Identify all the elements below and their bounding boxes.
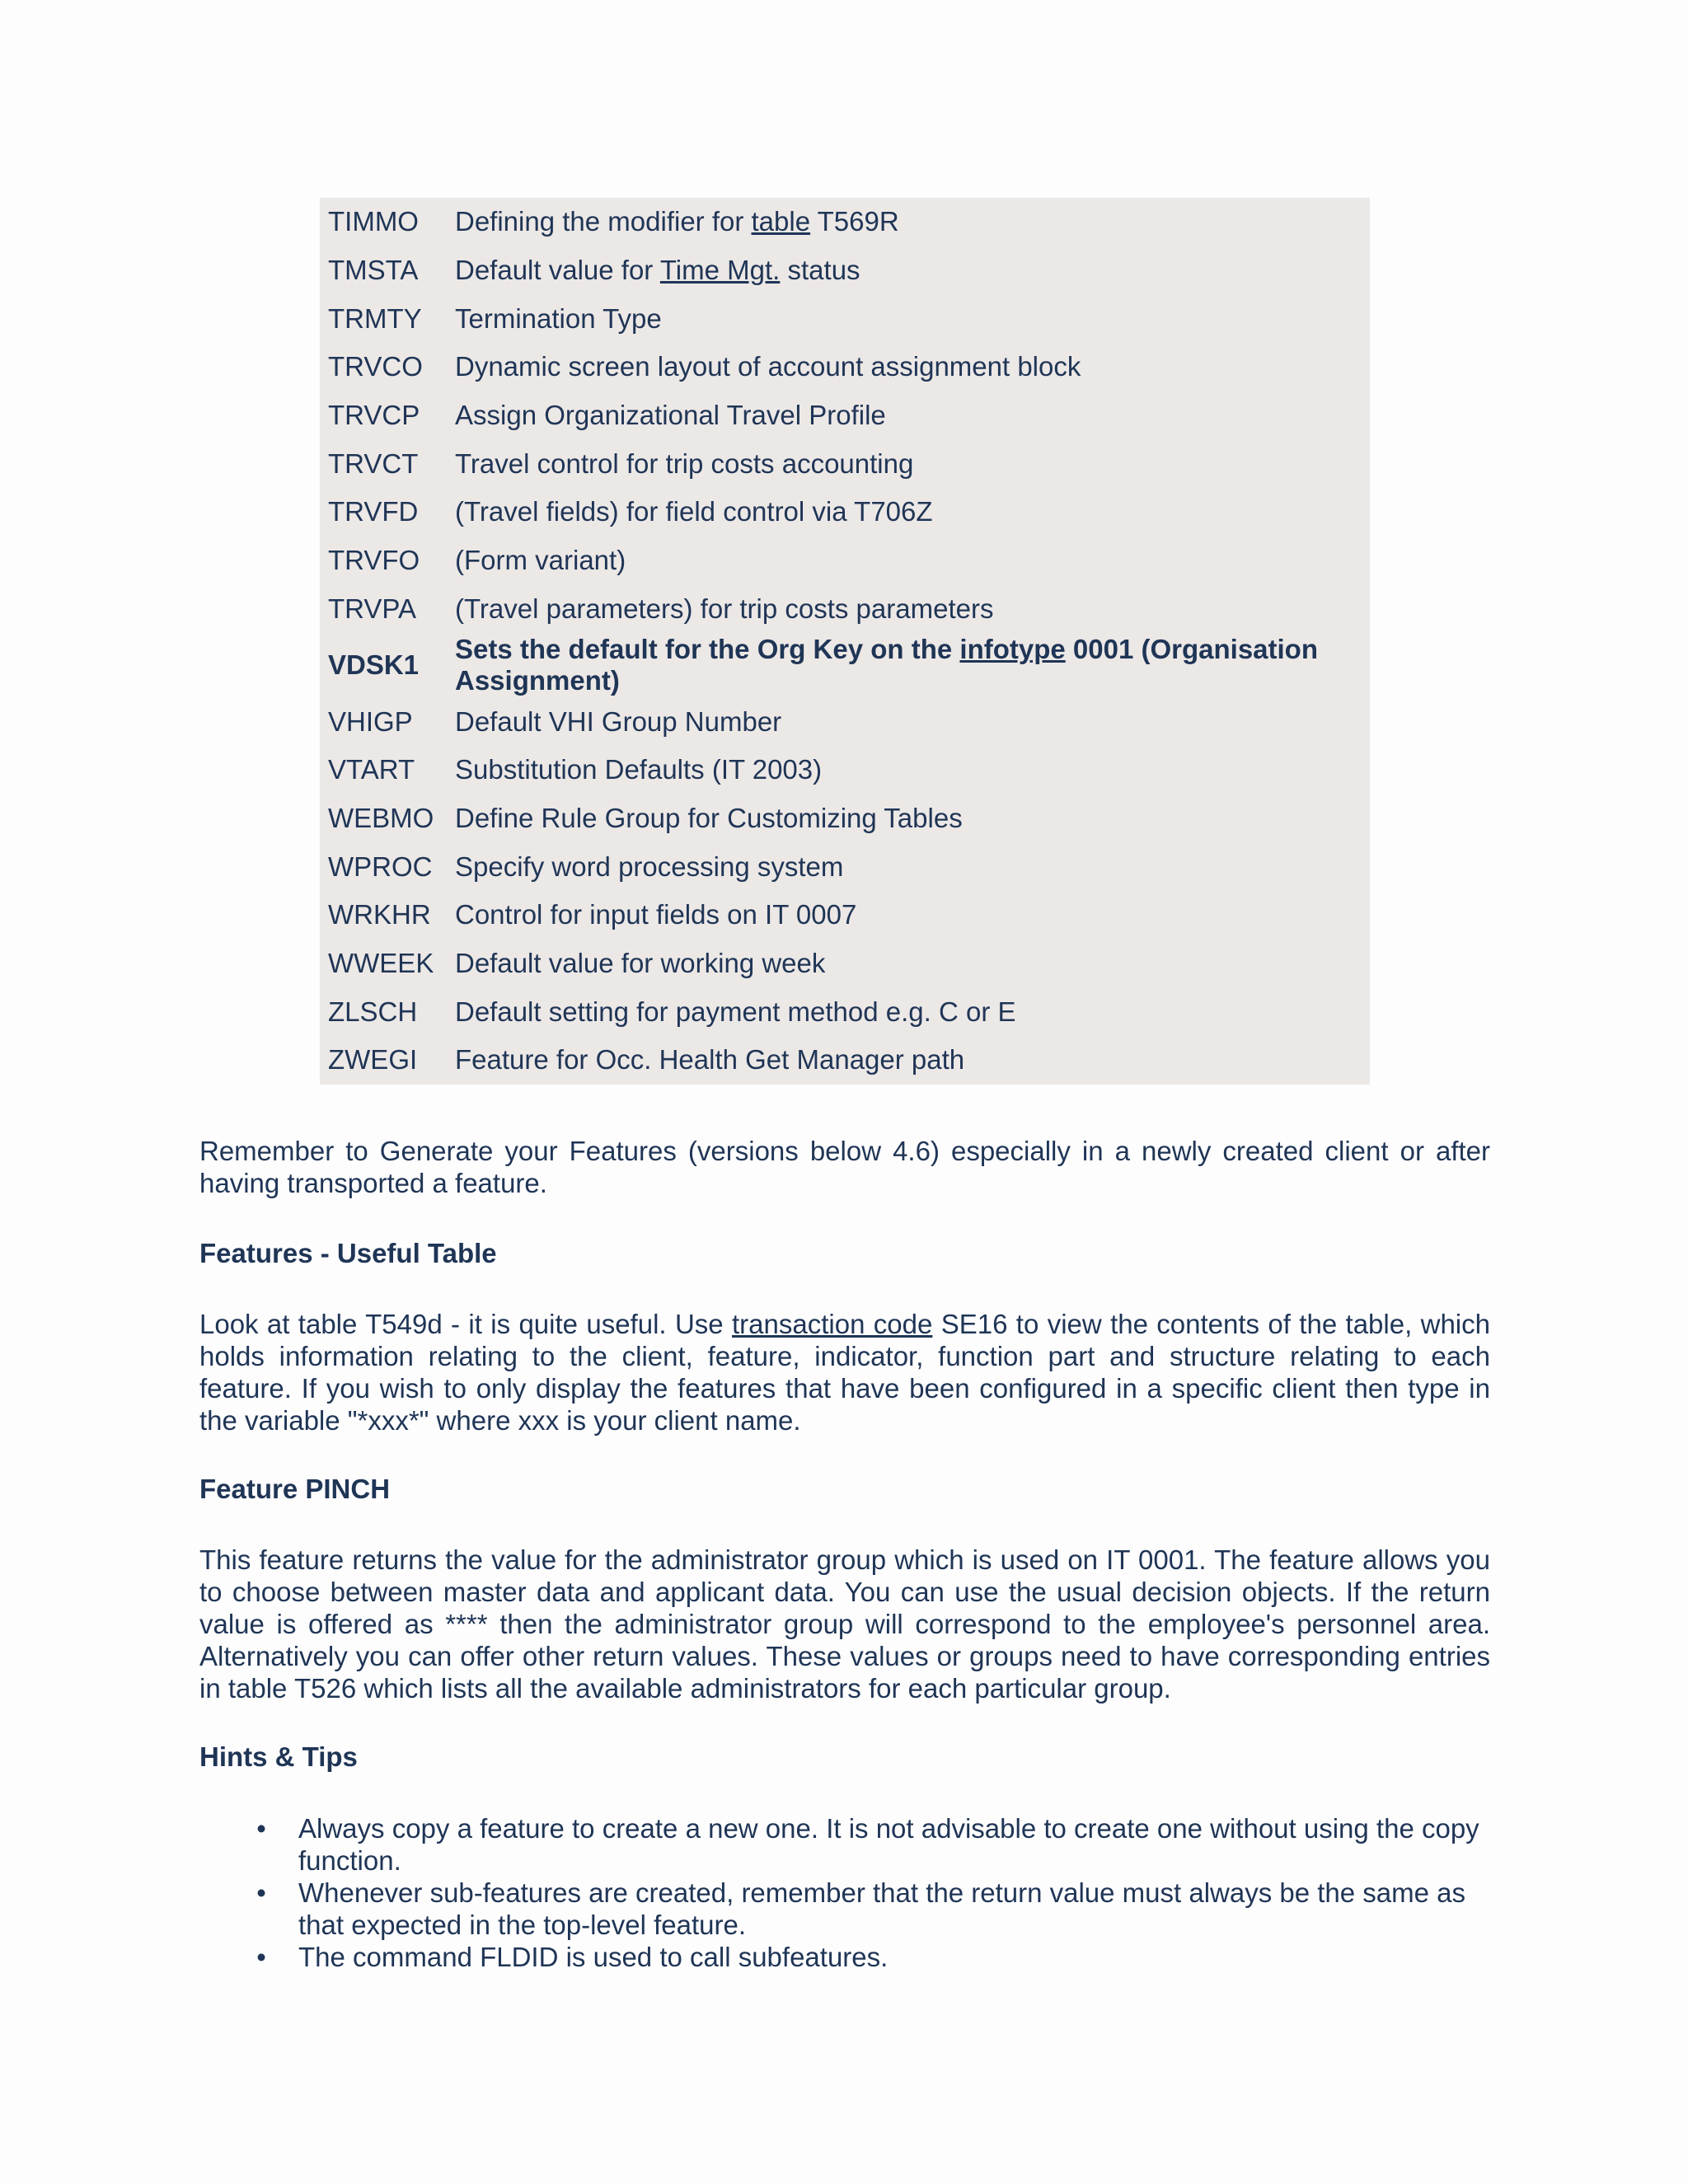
- table-row: [320, 633, 1370, 697]
- feature-description: [447, 940, 1370, 988]
- feature-description: [447, 585, 1370, 634]
- table-row: [320, 343, 1370, 391]
- feature-description: [447, 891, 1370, 940]
- feature-description: [447, 1036, 1370, 1085]
- feature-code: TMSTA: [328, 255, 419, 286]
- feature-description: [447, 488, 1370, 537]
- feature-table-body: [320, 198, 1370, 1085]
- feature-code: VDSK1: [328, 649, 420, 681]
- feature-description: [447, 294, 1370, 343]
- table-row: [320, 794, 1370, 843]
- feature-description-link[interactable]: Time Mgt.: [659, 255, 781, 286]
- feature-description-link[interactable]: infotype: [959, 634, 1066, 665]
- feature-code: WEBMO: [328, 802, 434, 833]
- feature-description: [447, 537, 1370, 585]
- feature-table: [320, 198, 1370, 1085]
- feature-description-text: Substitution Defaults (IT 2003): [455, 754, 823, 785]
- table-row: [320, 198, 1370, 246]
- transaction-code-link[interactable]: transaction code: [732, 1309, 933, 1339]
- feature-description-text: Feature for Occ. Health Get Manager path: [455, 1044, 965, 1076]
- table-row: [320, 537, 1370, 585]
- table-row: [320, 391, 1370, 440]
- useful-table-heading: Features - Useful Table: [199, 1238, 497, 1268]
- tip-text: Whenever sub-features are created, remember that the return value must always be the same as that expected in the top-level feature.: [298, 1877, 1466, 1940]
- table-row: [320, 746, 1370, 794]
- feature-code: ZLSCH: [328, 996, 418, 1027]
- bullet-icon: •: [256, 1813, 266, 1844]
- feature-code: WPROC: [328, 851, 433, 882]
- generate-reminder: Remember to Generate your Features (versions below 4.6) especially in a newly created client or after having transported a feature.: [199, 1136, 1490, 1198]
- tips-list: [199, 1812, 1490, 1973]
- table-row: [320, 987, 1370, 1036]
- feature-description: [447, 842, 1370, 891]
- feature-code: TRVFD: [328, 496, 419, 527]
- feature-description: [447, 987, 1370, 1036]
- feature-description: [447, 746, 1370, 794]
- feature-description-text: Control for input fields on IT 0007: [455, 899, 857, 930]
- feature-description-text: Default setting for payment method e.g. C or E: [455, 996, 1016, 1027]
- feature-description-link[interactable]: table: [751, 206, 811, 237]
- pinch-heading: Feature PINCH: [199, 1474, 391, 1504]
- list-item: [199, 1812, 1490, 1877]
- feature-code: TRVCT: [328, 448, 419, 479]
- feature-code: ZWEGI: [328, 1044, 418, 1076]
- feature-code: VHIGP: [328, 705, 413, 737]
- feature-description-text: Assign Organizational Travel Profile: [455, 400, 886, 431]
- feature-description-text: (Travel parameters) for trip costs parameters: [455, 593, 994, 624]
- feature-description-text: Dynamic screen layout of account assignment block: [455, 351, 1081, 382]
- table-row: [320, 294, 1370, 343]
- tips-heading: Hints & Tips: [199, 1741, 358, 1772]
- table-row: [320, 1036, 1370, 1085]
- feature-description: [447, 697, 1370, 746]
- tip-text: The command FLDID is used to call subfeatures.: [298, 1942, 889, 1972]
- pinch-paragraph: This feature returns the value for the administrator group which is used on IT 0001. The feature allows you to choose between master data and applicant data. You can use the usual decision objects. If the return value is offered as **** then the administrator group will correspond to the employee's personnel area. Alternatively you can offer other return values. These values or groups need to have corresponding entries in table T526 which lists all the available administrators for each particular group.: [199, 1544, 1490, 1704]
- list-item: [199, 1877, 1490, 1941]
- feature-description-text: Travel control for trip costs accounting: [455, 448, 914, 479]
- feature-description-text: Specify word processing system: [455, 851, 844, 882]
- table-row: [320, 439, 1370, 488]
- feature-description: [447, 794, 1370, 843]
- feature-code: WRKHR: [328, 899, 431, 930]
- feature-description-text: Define Rule Group for Customizing Tables: [455, 802, 963, 833]
- feature-code: TRVPA: [328, 593, 416, 624]
- table-row: [320, 842, 1370, 891]
- useful-table-text-post: SE16 to view the contents of the table, which holds information relating to the client, feature, indicator, function part and structure relating to each feature. If you wish to only display the features that have been configured in a specific client then type in the variable "*xxx*" where xxx is your client name.: [199, 1309, 1490, 1436]
- feature-description-text: 0001 (Organisation Assignment): [455, 634, 1318, 696]
- useful-table-paragraph: [199, 1308, 1490, 1436]
- feature-description-text: Default value for working week: [455, 947, 826, 978]
- feature-description: [447, 633, 1370, 697]
- feature-description-text: Sets the default for the Org Key on the: [455, 634, 960, 665]
- feature-code: TIMMO: [328, 206, 419, 237]
- tip-text: Always copy a feature to create a new one. It is not advisable to create one without using the copy function.: [298, 1813, 1479, 1876]
- feature-description-text: status: [780, 255, 860, 286]
- feature-description: [447, 246, 1370, 295]
- table-row: [320, 585, 1370, 634]
- table-row: [320, 697, 1370, 746]
- feature-code: TRVCO: [328, 351, 423, 382]
- feature-description: [447, 198, 1370, 246]
- useful-table-text-pre: Look at table T549d - it is quite useful. Use: [199, 1309, 733, 1339]
- feature-description: [447, 343, 1370, 391]
- feature-code: TRVFO: [328, 545, 420, 576]
- feature-description-text: Default VHI Group Number: [455, 705, 782, 737]
- feature-code: TRMTY: [328, 302, 422, 334]
- feature-description-text: T569R: [810, 206, 899, 237]
- feature-description-text: (Travel fields) for field control via T706Z: [455, 496, 933, 527]
- feature-description-text: (Form variant): [455, 545, 626, 576]
- feature-code: TRVCP: [328, 400, 420, 431]
- table-row: [320, 940, 1370, 988]
- table-row: [320, 246, 1370, 295]
- feature-code: WWEEK: [328, 947, 434, 978]
- feature-code: VTART: [328, 754, 415, 785]
- list-item: [199, 1941, 1490, 1973]
- table-row: [320, 891, 1370, 940]
- feature-description-text: Defining the modifier for: [455, 206, 752, 237]
- feature-description-text: Termination Type: [455, 302, 662, 334]
- bullet-icon: •: [256, 1877, 266, 1908]
- bullet-icon: •: [256, 1942, 266, 1972]
- feature-description: [447, 391, 1370, 440]
- feature-description: [447, 439, 1370, 488]
- feature-description-text: Default value for: [455, 255, 660, 286]
- table-row: [320, 488, 1370, 537]
